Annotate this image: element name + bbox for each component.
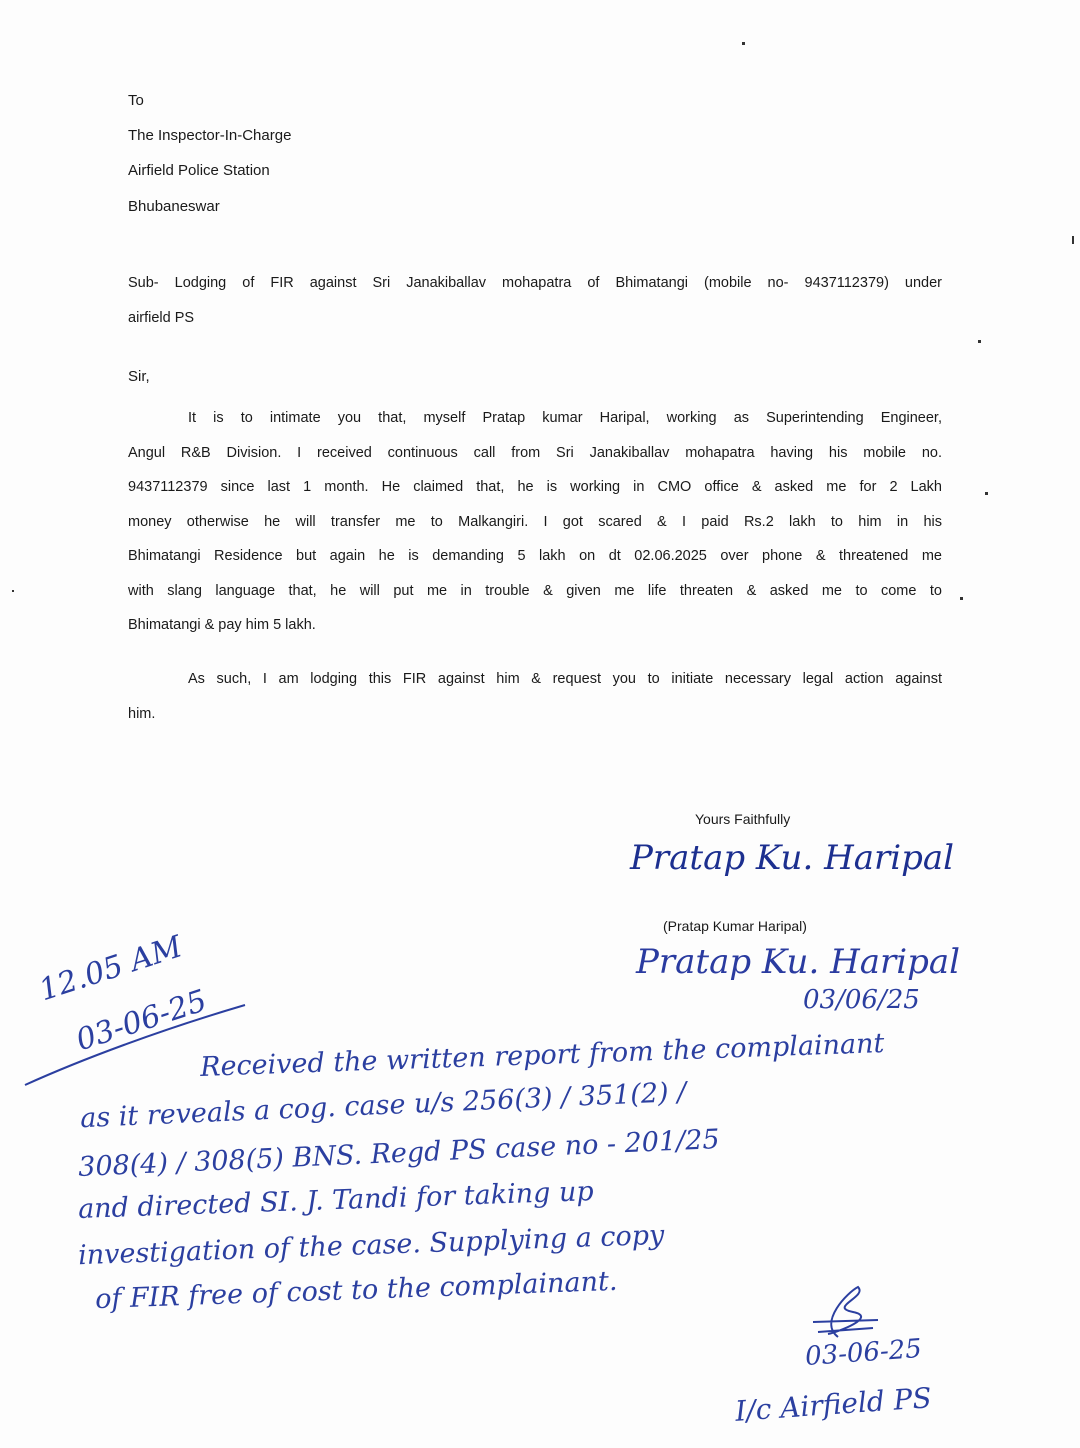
printed-name: (Pratap Kumar Haripal) bbox=[663, 918, 807, 934]
letter-closing bbox=[128, 662, 942, 731]
addressee-station: Airfield Police Station bbox=[128, 162, 270, 179]
body-line: Angul R&B Division. I received continuous call from Sri Janakiballav mohapatra having his mobile no. bbox=[128, 444, 942, 461]
closing-line: As such, I am lodging this FIR against him & request you to initiate necessary legal action against bbox=[188, 671, 942, 687]
salutation: Sir, bbox=[128, 368, 150, 385]
officer-date: 03-06-25 bbox=[804, 1333, 923, 1373]
applicant-signature: Pratap Ku. Haripal bbox=[630, 838, 955, 878]
body-line: It is to intimate you that, myself Pratap kumar Haripal, working as Superintending Engineer, bbox=[188, 410, 942, 426]
endorsement-line: as it reveals a cog. case u/s 256(3) / 351(2) / bbox=[79, 1076, 687, 1135]
addressee-title: The Inspector-In-Charge bbox=[128, 127, 292, 144]
scan-speck bbox=[978, 340, 981, 343]
scan-speck bbox=[1072, 236, 1074, 244]
scan-speck bbox=[12, 590, 14, 592]
scan-speck bbox=[960, 597, 963, 600]
receipt-time: 12.05 AM bbox=[35, 929, 187, 1009]
endorsement-line: of FIR free of cost to the complainant. bbox=[94, 1265, 618, 1316]
body-line: Bhimatangi & pay him 5 lakh. bbox=[128, 617, 316, 633]
body-line: Bhimatangi Residence but again he is demanding 5 lakh on dt 02.06.2025 over phone & threatened me bbox=[128, 548, 942, 564]
body-line: 9437112379 since last 1 month. He claimed that, he is working in CMO office & asked me for 2 Lakh bbox=[128, 479, 942, 495]
receipt-date: 03-06-25 bbox=[72, 983, 212, 1059]
subject-line: airfield PS bbox=[128, 309, 195, 326]
endorsement-line: 308(4) / 308(5) BNS. Regd PS case no - 201/25 bbox=[77, 1124, 721, 1183]
scan-speck bbox=[985, 492, 988, 495]
body-line: money otherwise he will transfer me to Malkangiri. I got scared & I paid Rs.2 lakh to him in his bbox=[128, 513, 942, 530]
officer-initials-icon bbox=[808, 1282, 888, 1342]
to-label: To bbox=[128, 92, 144, 109]
sign-off: Yours Faithfully bbox=[695, 811, 791, 827]
scan-speck bbox=[742, 42, 745, 45]
signature-date: 03/06/25 bbox=[803, 985, 920, 1015]
applicant-second-signature: Pratap Ku. Haripal bbox=[636, 942, 961, 982]
addressee-city: Bhubaneswar bbox=[128, 198, 220, 215]
endorsement-line: Received the written report from the complainant bbox=[199, 1028, 885, 1083]
subject-line: Sub- Lodging of FIR against Sri Janakiballav mohapatra of Bhimatangi (mobile no- 9437112379) under bbox=[128, 275, 942, 291]
subject bbox=[128, 266, 942, 335]
endorsement-line: and directed SI. J. Tandi for taking up bbox=[77, 1176, 595, 1225]
endorsement-line: investigation of the case. Supplying a copy bbox=[77, 1219, 665, 1272]
letter-body bbox=[128, 401, 942, 643]
body-line: with slang language that, he will put me in trouble & given me life threaten & asked me to come to bbox=[128, 582, 942, 599]
officer-title: I/c Airfield PS bbox=[734, 1381, 933, 1428]
closing-line: him. bbox=[128, 705, 156, 722]
